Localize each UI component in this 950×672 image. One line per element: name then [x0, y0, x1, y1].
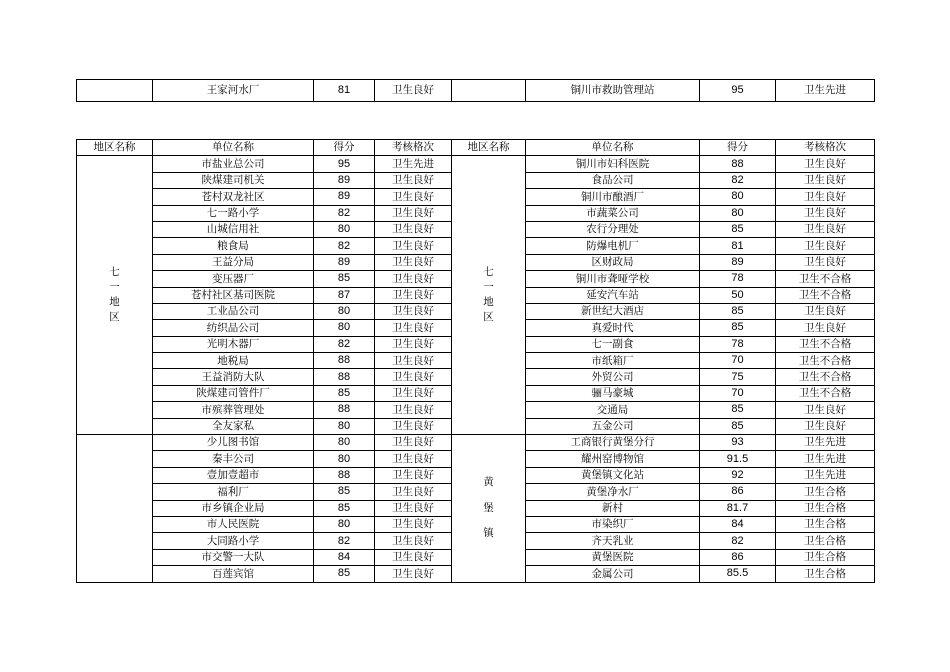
- region-char: 区: [109, 311, 120, 324]
- score-cell: 89: [700, 254, 776, 270]
- unit-cell: 市殡葬管理处: [153, 402, 314, 418]
- score-cell: 85: [314, 484, 375, 500]
- grade-cell: 卫生合格: [776, 484, 875, 500]
- header-row: [77, 140, 875, 156]
- grade-cell: 卫生良好: [776, 172, 875, 188]
- grade-cell: 卫生良好: [776, 156, 875, 172]
- unit-cell: 铜川市救助管理站: [526, 80, 700, 102]
- header-unit: 单位名称: [526, 140, 700, 156]
- grade-cell: 卫生良好: [375, 435, 452, 451]
- score-cell: 82: [314, 533, 375, 549]
- grade-cell: 卫生合格: [776, 516, 875, 532]
- region-char: 七: [109, 265, 120, 278]
- score-cell: 82: [314, 238, 375, 254]
- region-char: 七: [483, 265, 494, 278]
- unit-cell: 百莲宾馆: [153, 566, 314, 582]
- score-cell: 85.5: [700, 566, 776, 582]
- grade-cell: 卫生良好: [776, 221, 875, 237]
- score-cell: 89: [314, 172, 375, 188]
- unit-cell: 真爱时代: [526, 320, 700, 336]
- grade-cell: 卫生良好: [776, 303, 875, 319]
- grade-cell: 卫生良好: [375, 172, 452, 188]
- unit-cell: 王家河水厂: [153, 80, 314, 102]
- unit-cell: 食品公司: [526, 172, 700, 188]
- score-cell: 95: [314, 156, 375, 172]
- score-cell: 87: [314, 287, 375, 303]
- region-cell: [77, 80, 153, 102]
- score-cell: 81.7: [700, 500, 776, 516]
- score-cell: 82: [314, 205, 375, 221]
- unit-cell: 黄堡净水厂: [526, 484, 700, 500]
- grade-cell: 卫生良好: [375, 205, 452, 221]
- unit-cell: 农行分理处: [526, 221, 700, 237]
- grade-cell: 卫生良好: [375, 189, 452, 205]
- score-cell: 89: [314, 189, 375, 205]
- table-body: [77, 156, 875, 582]
- grade-cell: 卫生良好: [375, 336, 452, 352]
- grade-cell: 卫生良好: [776, 238, 875, 254]
- region-char: 一: [483, 280, 494, 293]
- score-cell: 88: [700, 156, 776, 172]
- header-grade: 考核格次: [776, 140, 875, 156]
- score-cell: 80: [700, 189, 776, 205]
- score-cell: 80: [314, 451, 375, 467]
- score-cell: 85: [314, 500, 375, 516]
- region-cell: [77, 435, 153, 583]
- score-cell: 84: [314, 549, 375, 565]
- unit-cell: 新世纪大酒店: [526, 303, 700, 319]
- score-cell: 80: [314, 303, 375, 319]
- unit-cell: 变压器厂: [153, 271, 314, 287]
- score-cell: 89: [314, 254, 375, 270]
- score-cell: 85: [700, 402, 776, 418]
- region-char: 堡: [483, 501, 494, 514]
- unit-cell: 黄堡医院: [526, 549, 700, 565]
- score-cell: 93: [700, 435, 776, 451]
- grade-cell: 卫生良好: [375, 287, 452, 303]
- grade-cell: 卫生良好: [375, 500, 452, 516]
- grade-cell: 卫生先进: [776, 80, 875, 102]
- unit-cell: 工业品公司: [153, 303, 314, 319]
- unit-cell: 大同路小学: [153, 533, 314, 549]
- grade-cell: 卫生合格: [776, 566, 875, 582]
- grade-cell: 卫生先进: [776, 435, 875, 451]
- grade-cell: 卫生良好: [776, 320, 875, 336]
- unit-cell: 齐天乳业: [526, 533, 700, 549]
- score-cell: 86: [700, 549, 776, 565]
- unit-cell: 地税局: [153, 353, 314, 369]
- unit-cell: 防爆电机厂: [526, 238, 700, 254]
- score-cell: 78: [700, 271, 776, 287]
- unit-cell: 七一副食: [526, 336, 700, 352]
- region-char: 黄: [483, 476, 494, 489]
- unit-cell: 王益消防大队: [153, 369, 314, 385]
- score-cell: 70: [700, 385, 776, 401]
- grade-cell: 卫生良好: [375, 467, 452, 483]
- unit-cell: 山城信用社: [153, 221, 314, 237]
- unit-cell: 秦丰公司: [153, 451, 314, 467]
- grade-cell: 卫生良好: [375, 484, 452, 500]
- unit-cell: 金属公司: [526, 566, 700, 582]
- unit-cell: 苍村社区基司医院: [153, 287, 314, 303]
- grade-cell: 卫生良好: [375, 402, 452, 418]
- unit-cell: 外贸公司: [526, 369, 700, 385]
- grade-cell: 卫生良好: [375, 271, 452, 287]
- grade-cell: 卫生不合格: [776, 287, 875, 303]
- unit-cell: 区财政局: [526, 254, 700, 270]
- grade-cell: 卫生良好: [776, 189, 875, 205]
- unit-cell: 少儿图书馆: [153, 435, 314, 451]
- grade-cell: 卫生合格: [776, 533, 875, 549]
- score-cell: 85: [314, 271, 375, 287]
- grade-cell: 卫生良好: [375, 254, 452, 270]
- score-cell: 88: [314, 353, 375, 369]
- unit-cell: 陕煤建司机关: [153, 172, 314, 188]
- top-table: [76, 79, 875, 102]
- score-cell: 82: [700, 172, 776, 188]
- score-cell: 80: [314, 221, 375, 237]
- unit-cell: 苍村双龙社区: [153, 189, 314, 205]
- unit-cell: 陕煤建司管件厂: [153, 385, 314, 401]
- score-cell: 80: [314, 418, 375, 434]
- unit-cell: 工商银行黄堡分行: [526, 435, 700, 451]
- unit-cell: 市纸箱厂: [526, 353, 700, 369]
- unit-cell: 光明木器厂: [153, 336, 314, 352]
- grade-cell: 卫生良好: [375, 566, 452, 582]
- region-char: 地: [483, 296, 494, 309]
- grade-cell: 卫生良好: [375, 516, 452, 532]
- score-cell: 85: [700, 221, 776, 237]
- grade-cell: 卫生先进: [776, 451, 875, 467]
- grade-cell: 卫生良好: [375, 533, 452, 549]
- grade-cell: 卫生良好: [375, 80, 452, 102]
- unit-cell: 黄堡镇文化站: [526, 467, 700, 483]
- grade-cell: 卫生良好: [375, 369, 452, 385]
- region-char: 一: [109, 280, 120, 293]
- table-row: [77, 435, 875, 451]
- grade-cell: 卫生不合格: [776, 336, 875, 352]
- grade-cell: 卫生良好: [776, 254, 875, 270]
- unit-cell: 七一路小学: [153, 205, 314, 221]
- unit-cell: 铜川市酿酒厂: [526, 189, 700, 205]
- header-score: 得分: [700, 140, 776, 156]
- score-cell: 84: [700, 516, 776, 532]
- header-region: 地区名称: [77, 140, 153, 156]
- score-cell: 50: [700, 287, 776, 303]
- grade-cell: 卫生良好: [776, 402, 875, 418]
- unit-cell: 延安汽车站: [526, 287, 700, 303]
- unit-cell: 五金公司: [526, 418, 700, 434]
- table-row: [77, 80, 875, 102]
- grade-cell: 卫生良好: [375, 353, 452, 369]
- region-char: 地: [109, 296, 120, 309]
- grade-cell: 卫生良好: [776, 418, 875, 434]
- grade-cell: 卫生不合格: [776, 369, 875, 385]
- unit-cell: 耀州窑博物馆: [526, 451, 700, 467]
- header-region: 地区名称: [452, 140, 526, 156]
- score-cell: 80: [314, 516, 375, 532]
- grade-cell: 卫生良好: [375, 221, 452, 237]
- score-cell: 85: [700, 303, 776, 319]
- score-cell: 85: [314, 385, 375, 401]
- region-cell: [452, 80, 526, 102]
- unit-cell: 铜川市妇科医院: [526, 156, 700, 172]
- grade-cell: 卫生良好: [375, 451, 452, 467]
- score-cell: 86: [700, 484, 776, 500]
- unit-cell: 交通局: [526, 402, 700, 418]
- header-score: 得分: [314, 140, 375, 156]
- score-cell: 82: [314, 336, 375, 352]
- score-cell: 92: [700, 467, 776, 483]
- grade-cell: 卫生良好: [776, 205, 875, 221]
- grade-cell: 卫生不合格: [776, 353, 875, 369]
- score-cell: 88: [314, 369, 375, 385]
- region-cell: [77, 156, 153, 435]
- score-cell: 80: [314, 320, 375, 336]
- unit-cell: 市盐业总公司: [153, 156, 314, 172]
- unit-cell: 市蔬菜公司: [526, 205, 700, 221]
- score-cell: 91.5: [700, 451, 776, 467]
- score-cell: 80: [700, 205, 776, 221]
- grade-cell: 卫生良好: [375, 320, 452, 336]
- grade-cell: 卫生合格: [776, 500, 875, 516]
- score-cell: 81: [314, 80, 375, 102]
- region-char: 镇: [483, 526, 494, 539]
- unit-cell: 市染织厂: [526, 516, 700, 532]
- score-cell: 85: [700, 418, 776, 434]
- unit-cell: 市乡镇企业局: [153, 500, 314, 516]
- grade-cell: 卫生不合格: [776, 271, 875, 287]
- grade-cell: 卫生良好: [375, 238, 452, 254]
- unit-cell: 粮食局: [153, 238, 314, 254]
- score-cell: 80: [314, 435, 375, 451]
- score-cell: 82: [700, 533, 776, 549]
- score-cell: 88: [314, 467, 375, 483]
- score-cell: 81: [700, 238, 776, 254]
- grade-cell: 卫生良好: [375, 385, 452, 401]
- grade-cell: 卫生先进: [375, 156, 452, 172]
- grade-cell: 卫生良好: [375, 549, 452, 565]
- unit-cell: 市人民医院: [153, 516, 314, 532]
- region-char: 区: [483, 311, 494, 324]
- score-cell: 78: [700, 336, 776, 352]
- region-cell: [452, 435, 526, 583]
- unit-cell: 全友家私: [153, 418, 314, 434]
- unit-cell: 壹加壹超市: [153, 467, 314, 483]
- unit-cell: 新村: [526, 500, 700, 516]
- score-cell: 85: [314, 566, 375, 582]
- score-cell: 85: [700, 320, 776, 336]
- unit-cell: 骊马豪城: [526, 385, 700, 401]
- unit-cell: 铜川市聋哑学校: [526, 271, 700, 287]
- unit-cell: 市交警一大队: [153, 549, 314, 565]
- grade-cell: 卫生良好: [375, 418, 452, 434]
- table-row: [77, 156, 875, 172]
- header-grade: 考核格次: [375, 140, 452, 156]
- unit-cell: 纺织品公司: [153, 320, 314, 336]
- grade-cell: 卫生合格: [776, 549, 875, 565]
- region-cell: [452, 156, 526, 435]
- grade-cell: 卫生良好: [375, 303, 452, 319]
- score-cell: 88: [314, 402, 375, 418]
- score-table: [76, 139, 875, 583]
- unit-cell: 王益分局: [153, 254, 314, 270]
- grade-cell: 卫生先进: [776, 467, 875, 483]
- score-cell: 75: [700, 369, 776, 385]
- header-unit: 单位名称: [153, 140, 314, 156]
- score-cell: 70: [700, 353, 776, 369]
- score-cell: 95: [700, 80, 776, 102]
- grade-cell: 卫生不合格: [776, 385, 875, 401]
- unit-cell: 福利厂: [153, 484, 314, 500]
